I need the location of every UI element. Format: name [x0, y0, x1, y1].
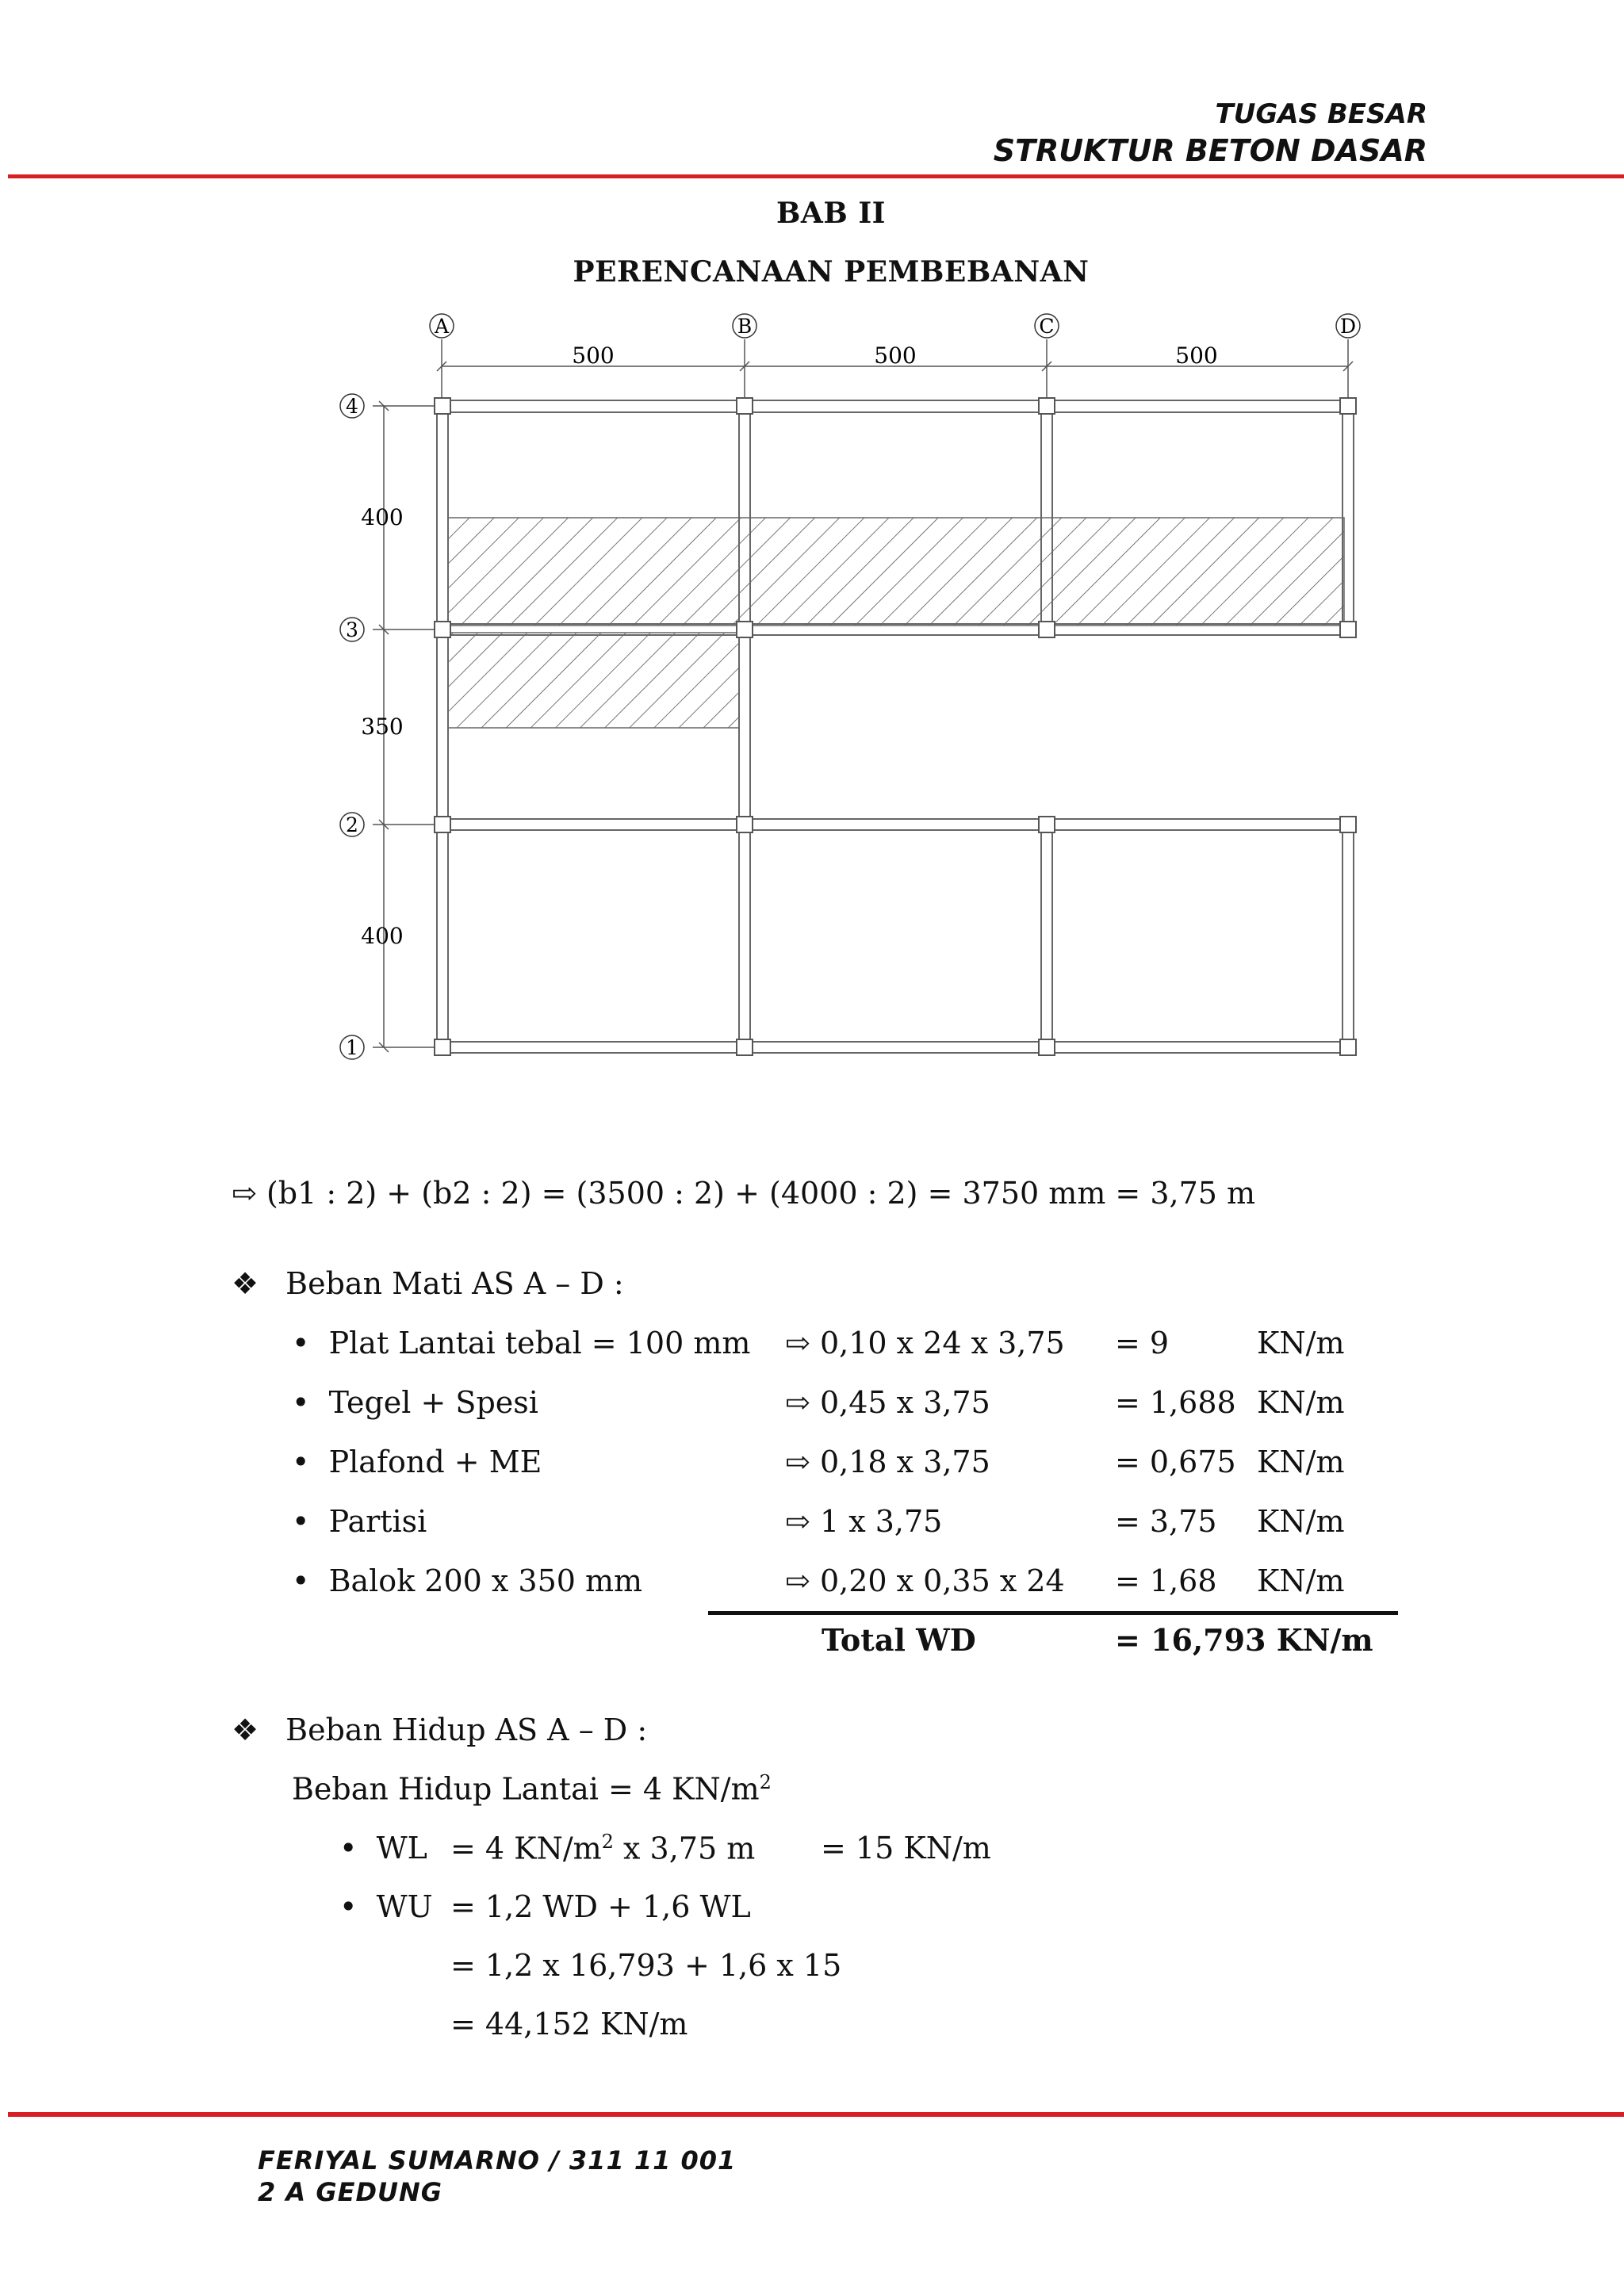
dim-span-21: 400 [361, 923, 404, 949]
tributary-width-formula [232, 1176, 1255, 1211]
floor-live-load: Beban Hidup Lantai = 4 $KN/m^2$ [292, 1771, 772, 1807]
dead-load-row: • Partisi [292, 1504, 427, 1539]
dead-load-heading: Beban Mati AS A – D : [285, 1266, 624, 1301]
grid-label-2: 2 [346, 813, 358, 836]
wu-line-2: = 1,2 x 16,793 + 1,6 x 15 [450, 1948, 842, 1983]
dim-span-43: 400 [361, 504, 404, 530]
dead-load-row: • Plat Lantai tebal = 100 mm [292, 1326, 751, 1360]
load-item-result: = 9 [1115, 1326, 1170, 1360]
footer-author: FERIYAL SUMARNO / 311 11 001 [258, 2145, 737, 2175]
dead-load-row: • Plafond + ME [292, 1445, 542, 1479]
diamond-bullet-icon: ❖ [232, 1266, 259, 1301]
arrow-icon: ⇨ [232, 1176, 257, 1211]
hatched-load-area-bottom [448, 633, 739, 728]
load-item-name: Partisi [328, 1504, 427, 1539]
wl-row: • WL [339, 1831, 427, 1866]
arrow-icon: ⇨ [785, 1385, 810, 1420]
wl-expression: = 4 $KN/m^2$ x 3,75 m [450, 1831, 756, 1866]
dim-span-bc: 500 [874, 342, 917, 369]
load-item-unit: KN/m [1257, 1504, 1345, 1539]
grid-label-4: 4 [346, 395, 358, 418]
floor-plan-diagram [0, 0, 1624, 1110]
diamond-bullet-icon: ❖ [232, 1712, 259, 1747]
header-course: TUGAS BESAR [1215, 98, 1427, 130]
grid-label-3: 3 [346, 618, 358, 641]
grid-label-c: C [1039, 315, 1055, 338]
hatched-load-area-top [448, 518, 1344, 626]
load-item-name: Plat Lantai tebal = 100 mm [328, 1326, 751, 1360]
load-item-calc: ⇨ 0,10 x 24 x 3,75 [785, 1326, 1065, 1360]
live-load-heading-row [232, 1712, 647, 1747]
dead-load-row: • Tegel + Spesi [292, 1385, 538, 1420]
load-item-name: Plafond + ME [328, 1445, 542, 1479]
load-item-result: = 3,75 [1115, 1504, 1217, 1539]
header-subject: STRUKTUR BETON DASAR [993, 133, 1427, 168]
load-item-calc: ⇨ 0,18 x 3,75 [785, 1445, 990, 1479]
load-item-calc: ⇨ 0,45 x 3,75 [785, 1385, 990, 1420]
load-item-result: = 0,675 [1115, 1445, 1236, 1479]
grid-label-a: A [434, 315, 450, 338]
total-wd-value: = 16,793 KN/m [1115, 1622, 1373, 1658]
sum-rule [708, 1611, 1398, 1615]
wu-line-3: = 44,152 KN/m [450, 2007, 688, 2042]
chapter-subtitle: PERENCANAAN PEMBEBANAN [573, 255, 1090, 289]
wu-line-1: = 1,2 WD + 1,6 WL [450, 1889, 751, 1924]
wl-label: WL [376, 1831, 427, 1866]
grid-label-d: D [1339, 315, 1357, 338]
arrow-icon: ⇨ [785, 1563, 810, 1598]
dim-span-ab: 500 [572, 342, 615, 369]
wu-row: • WU [339, 1889, 433, 1924]
total-wd-label: Total WD [822, 1622, 976, 1658]
load-item-unit: KN/m [1257, 1563, 1345, 1598]
dead-load-row: • Balok 200 x 350 mm [292, 1563, 643, 1598]
formula-text: (b1 : 2) + (b2 : 2) = (3500 : 2) + (4000 : 2) = 3750 mm = 3,75 m [266, 1176, 1256, 1211]
dim-span-32: 350 [361, 714, 404, 740]
dead-load-heading-row [232, 1266, 624, 1301]
wu-label: WU [376, 1889, 433, 1924]
chapter-title: BAB II [776, 197, 886, 230]
arrow-icon: ⇨ [785, 1326, 810, 1360]
load-item-name: Balok 200 x 350 mm [328, 1563, 643, 1598]
wl-result: = 15 KN/m [821, 1831, 991, 1866]
load-item-calc: ⇨ 0,20 x 0,35 x 24 [785, 1563, 1065, 1598]
arrow-icon: ⇨ [785, 1445, 810, 1479]
live-load-heading: Beban Hidup AS A – D : [285, 1712, 648, 1747]
load-item-unit: KN/m [1257, 1445, 1345, 1479]
dim-span-cd: 500 [1175, 342, 1218, 369]
load-item-result: = 1,688 [1115, 1385, 1236, 1420]
load-item-unit: KN/m [1257, 1385, 1345, 1420]
grid-label-b: B [737, 315, 753, 338]
grid-bubbles-columns [430, 314, 1360, 338]
load-item-result: = 1,68 [1115, 1563, 1217, 1598]
arrow-icon: ⇨ [785, 1504, 810, 1539]
load-item-unit: KN/m [1257, 1326, 1345, 1360]
footer-divider [8, 2112, 1624, 2117]
load-item-name: Tegel + Spesi [328, 1385, 538, 1420]
grid-label-1: 1 [346, 1036, 358, 1059]
load-item-calc: ⇨ 1 x 3,75 [785, 1504, 943, 1539]
footer-class: 2 A GEDUNG [258, 2177, 443, 2207]
